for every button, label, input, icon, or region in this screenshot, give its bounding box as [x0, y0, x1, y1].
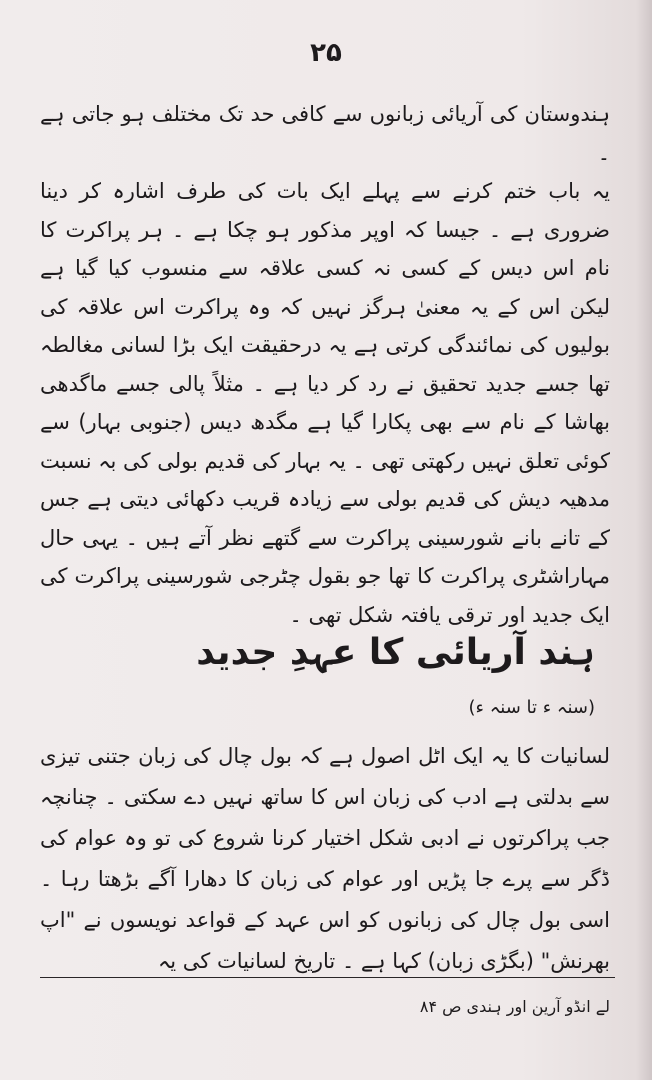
footnote-divider — [40, 977, 615, 978]
body-text — [40, 95, 610, 634]
paragraph: لسانیات کا یہ ایک اٹل اصول ہے کہ بول چال کی زبان جتنی تیزی سے بدلتی ہے ادب کی زبان اس کا ساتھ نہیں دے سکتی ۔ چنانچہ جب پراکرتوں نے ادبی شکل اختیار کرنا شروع کی تو وہ عوام کی ڈگر سے پرے جا پڑیں اور عوام کی زبان کا دھارا آگے بڑھتا رہا ۔ اسی بول چال کی زبانوں کو اس عہد کے قواعد نویسوں نے "اپ بھرنش" (بگڑی زبان) کہا ہے ۔ تاریخ لسانیات کی یہ — [40, 744, 610, 973]
section-date-range: (سنہ ء تا سنہ ء) — [468, 697, 595, 718]
section-heading: ہند آریائی کا عہدِ جدید — [196, 632, 595, 673]
paragraph: ہندوستان کی آریائی زبانوں سے کافی حد تک مختلف ہو جاتی ہے ۔ — [40, 102, 610, 165]
page-number: ۲۵ — [310, 38, 342, 68]
footnote: لے انڈو آرین اور ہندی ص ۸۴ — [419, 997, 610, 1016]
paragraph: یہ باب ختم کرنے سے پہلے ایک بات کی طرف اشارہ کر دینا ضروری ہے ۔ جیسا کہ اوپر مذکور ہو چکا ہے ۔ ہر پراکرت کا نام اس دیس کے کسی نہ کسی علاقہ سے منسوب کیا گیا ہے لیکن اس کے یہ معنیٰ ہرگز نہیں کہ وہ پراکرت اس علاقہ کی بولیوں کی نمائندگی کرتی ہے یہ درحقیقت ایک بڑا لسانی مغالطہ تھا جسے جدید تحقیق نے رد کر دیا ہے ۔ مثلاً پالی جسے ماگدھی بھاشا کے نام سے بھی پکارا گیا ہے مگدھ دیس (جنوبی بہار) سے کوئی تعلق نہیں رکھتی تھی ۔ یہ بہار کی قدیم بولی کی بہ نسبت مدھیہ دیش کی قدیم بولی سے زیادہ قریب دکھائی دیتی ہے جس کے تانے بانے شورسینی پراکرت سے گتھے نظر آتے ہیں ۔ یہی حال مہاراشٹری پراکرت کا تھا جو بقول چٹرجی شورسینی پراکرت کی ایک جدید اور ترقی یافتہ شکل تھی ۔ — [40, 179, 610, 627]
page-edge-shadow — [636, 0, 652, 1080]
body-text-section — [40, 736, 610, 982]
